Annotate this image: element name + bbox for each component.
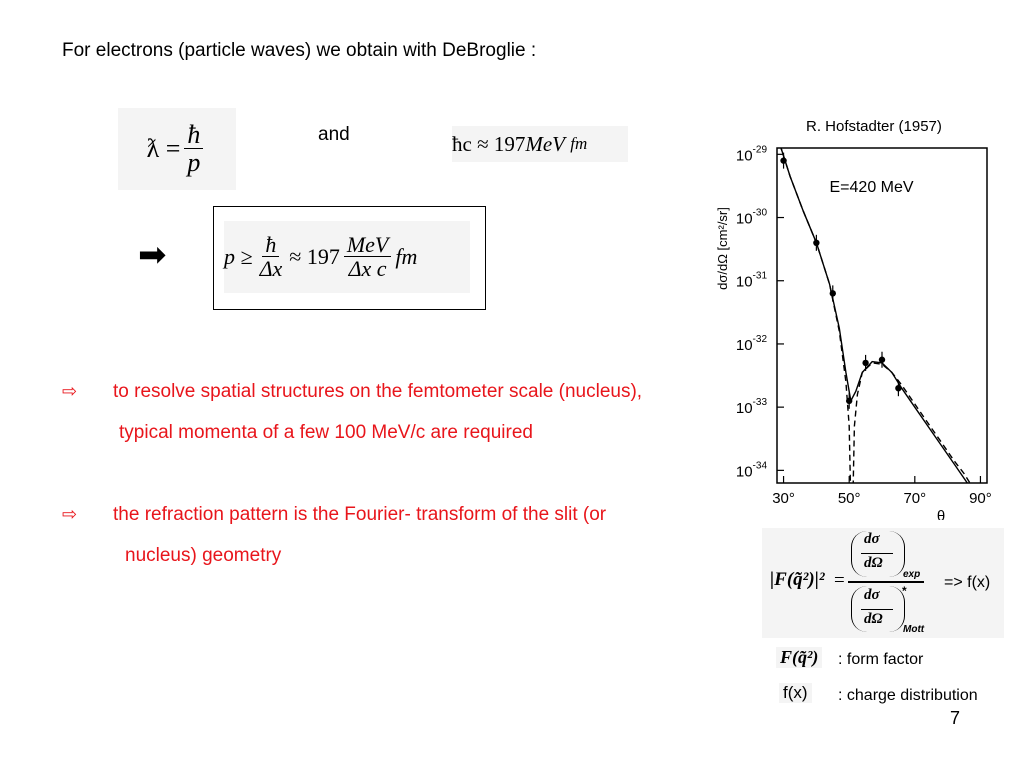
y-axis-label: dσ/dΩ [cm²/sr]	[715, 207, 730, 290]
bullet-2-line-2: nucleus) geometry	[125, 545, 282, 566]
legend-desc-charge: : charge distribution	[838, 687, 978, 704]
data-point	[830, 290, 836, 296]
hbarc-unit-fm: fm	[570, 134, 588, 153]
data-point	[895, 385, 901, 391]
lambda-equation	[118, 108, 236, 190]
x-axis-label: θ	[936, 508, 946, 520]
lambda-lhs: ƛ =	[146, 134, 181, 163]
hbarc-unit-mev: MeV	[525, 131, 566, 156]
denominator-bar	[861, 609, 893, 610]
plot-frame	[777, 148, 987, 483]
numerator-bar	[861, 553, 893, 554]
data-point	[879, 357, 885, 363]
numerator-bottom: dΩ	[864, 555, 883, 571]
y-tick-label: $10^{-29}$	[735, 144, 767, 165]
intro-text: For electrons (particle waves) we obtain with DeBroglie :	[62, 40, 537, 61]
figure-credit: R. Hofstadter (1957)	[806, 118, 942, 135]
y-tick-label: $10^{-30}$	[735, 207, 767, 228]
data-point	[813, 240, 819, 246]
bullet-1-line-2: typical momenta of a few 100 MeV/c are required	[119, 422, 533, 443]
legend-symbol-form-factor: F(q̃²)	[776, 647, 822, 668]
formfactor-equals: =	[834, 570, 845, 591]
formfactor-lhs: |F(q̃²)|²	[770, 569, 825, 590]
y-tick-label: $10^{-34}$	[735, 460, 767, 481]
momentum-fraction-1	[257, 233, 286, 281]
lambda-denominator: p	[187, 147, 201, 177]
momentum-approx: ≈ 197	[289, 244, 340, 269]
hbarc-lhs: ħc ≈ 197	[452, 131, 526, 156]
momentum-unit: fm	[395, 244, 418, 269]
legend-desc-form-factor: : form factor	[838, 651, 924, 668]
denominator-bottom: dΩ	[864, 611, 883, 627]
cross-section-chart	[712, 138, 1002, 520]
data-point	[846, 398, 852, 404]
x-tick-label: 90°	[969, 490, 992, 507]
and-text: and	[318, 124, 350, 145]
y-tick-label: $10^{-31}$	[735, 270, 767, 291]
bullet-2-line-1: the refraction pattern is the Fourier- transform of the slit (or	[113, 504, 607, 525]
momentum-num-1: ħ	[262, 233, 279, 257]
numerator-subscript: exp	[903, 569, 921, 580]
energy-annotation: E=420 MeV	[829, 179, 914, 197]
denominator-subscript: Mott	[903, 624, 925, 635]
data-point	[862, 360, 868, 366]
page-number: 7	[950, 708, 961, 728]
implies-arrow-icon: ➡	[138, 236, 167, 274]
denominator-top: dσ	[864, 587, 880, 603]
lambda-numerator: ħ	[184, 121, 203, 149]
data-point	[780, 157, 786, 163]
bullet-1-line-1: to resolve spatial structures on the femtometer scale (nucleus),	[113, 381, 643, 402]
x-tick-label: 70°	[903, 490, 927, 507]
x-tick-label: 30°	[772, 490, 795, 507]
formfactor-main-bar	[848, 581, 924, 583]
bullet-arrow-icon: ⇨	[62, 504, 78, 524]
chart-root	[715, 138, 992, 520]
numerator-top: dσ	[864, 531, 880, 547]
formfactor-arrow-text: => f(x)	[944, 574, 991, 591]
y-tick-label: $10^{-33}$	[735, 397, 767, 418]
legend-symbol-charge: f(x)	[779, 683, 812, 703]
y-tick-label: $10^{-32}$	[735, 333, 767, 354]
momentum-equation	[224, 221, 470, 293]
momentum-lhs: p ≥	[224, 244, 253, 269]
momentum-fraction-2	[344, 233, 392, 281]
x-tick-label: 50°	[837, 490, 861, 507]
hbarc-equation	[452, 126, 628, 162]
momentum-den-2: Δx c	[348, 255, 387, 281]
lambda-fraction	[184, 121, 203, 178]
momentum-den-1: Δx	[259, 255, 283, 281]
momentum-num-2: MeV	[344, 233, 392, 257]
denominator-star: *	[902, 584, 907, 598]
bullet-arrow-icon: ⇨	[62, 381, 78, 401]
